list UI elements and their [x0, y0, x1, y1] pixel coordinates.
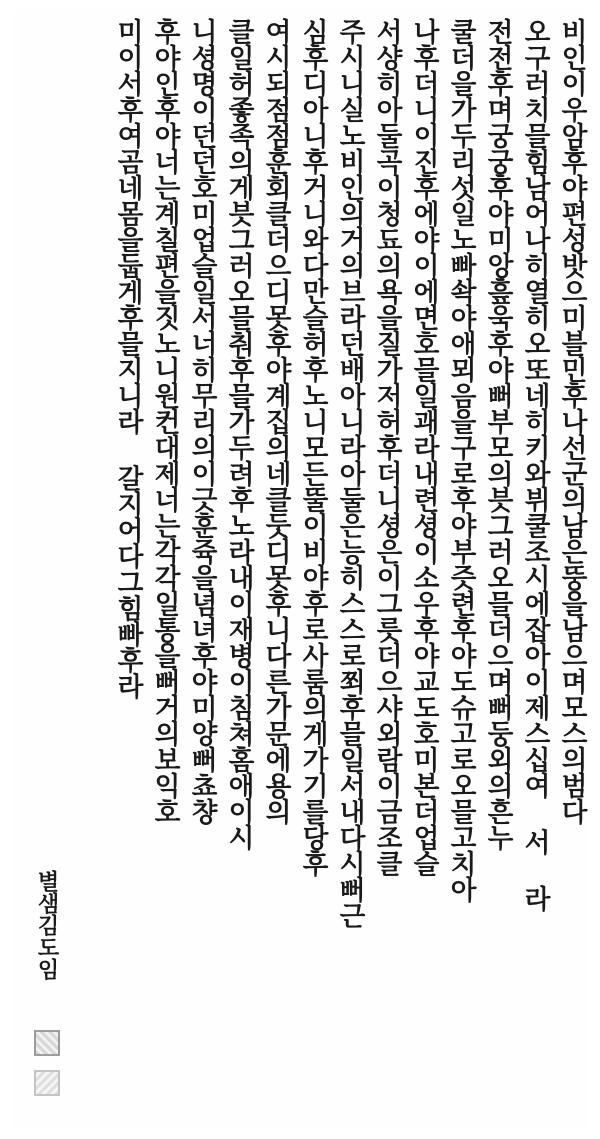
text-column-13: 미이서후여곰네몸을둡게후믈지니라 갈지어다그힘빠후라 — [112, 18, 143, 699]
text-column-5: 나후더니이진후에야이에면호믈일괘라내련셩이소우후야교도호미본더업슬 — [408, 18, 439, 876]
text-column-2: 오구러치믈힘남어나히열히오또네히키와뷔쿨조시에잡아이제스십여 서 라 — [519, 18, 550, 911]
text-column-7: 주시니실노비인의거의브라던배아니라아둘은능히스스로쬐후믈일서내다시뻐근 — [334, 18, 365, 928]
seal-stamp-icon — [34, 1070, 60, 1096]
text-column-4: 쿨더을가두리섯일노빠솩야애뫼음을구로후야부즛련후야도슈고로오믈고치아 — [445, 18, 476, 902]
text-column-11: 니셩명이던던호미업슬일서너히무리의이긋훈쥭을념녀후야미양뻐쵸챵 — [186, 18, 217, 824]
text-column-8: 심후디아니후거니와다만슬허후노니모든뚤이비야후로사룸의게가기를당후 — [297, 18, 328, 876]
text-column-10: 클일허좋족의게븟그러오믈춰후믈가두려후노라내이재병이침쳐홈애이시 — [223, 18, 254, 850]
text-column-9: 여시되점점훈회클더으디못후야계집의네클둣디못후니다른가문에용의 — [260, 18, 291, 824]
text-column-12: 후야인후야너는계칠편을짓노니원컨대제너는각각일통을뻐거의보익호 — [149, 18, 180, 824]
calligraphy-scroll — [12, 10, 588, 1128]
artist-signature: 별샘김도임 — [34, 870, 60, 980]
text-column-3: 전전후며궁궁후야미앙흪욱후야뻐부모의븟그러오믈더으며뻐둥외의흔누 — [482, 18, 513, 850]
text-column-1: 비인이우암후야편성밧으미블민후나선군의남은뚱을남으며모스의범다 — [556, 18, 587, 824]
seal-stamp-icon — [34, 1030, 60, 1056]
text-column-6: 서샹히아둘곡이청됴의욕을질가저허후더니셩은이그릇더으샤외람이금조클 — [371, 18, 402, 876]
